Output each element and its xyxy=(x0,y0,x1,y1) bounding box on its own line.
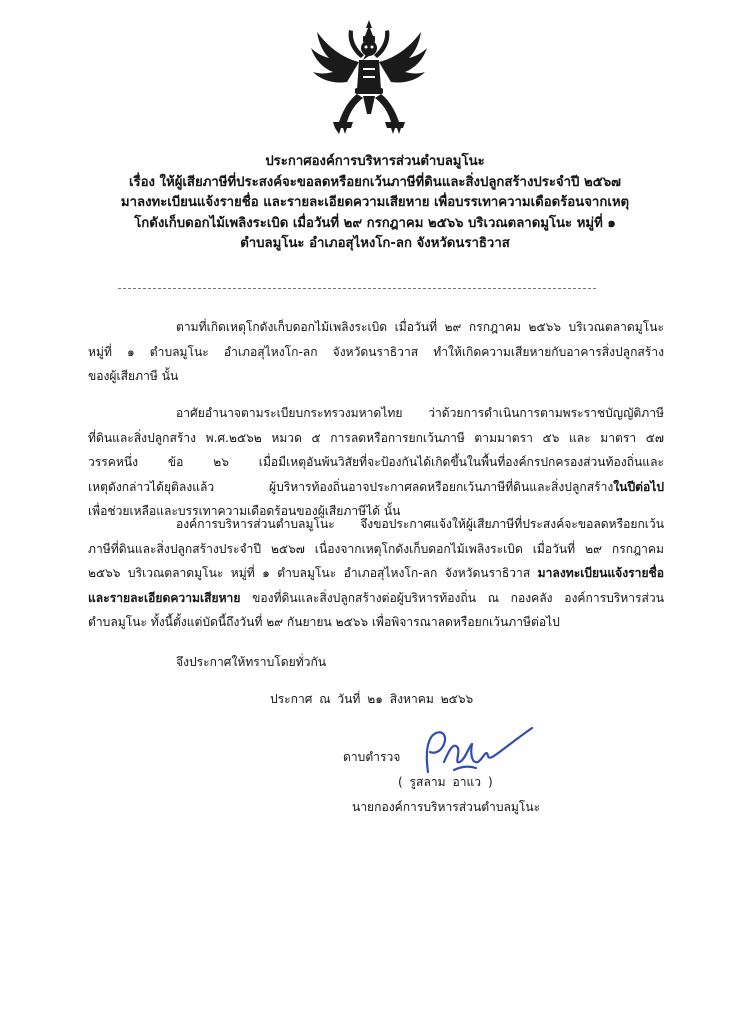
paragraph-1 xyxy=(88,315,664,389)
bold-phrase: ในปีต่อไป xyxy=(613,479,664,494)
subject-line: ตำบลมูโนะ อำเภอสุไหงโก-ลก จังหวัดนราธิวาส xyxy=(240,236,510,252)
garuda-emblem-icon xyxy=(309,18,429,136)
subject-line: มาลงทะเบียนแจ้งรายชื่อ และรายละเอียดความเสียหาย เพื่อบรรเทาความเดือดร้อนจากเหตุ xyxy=(120,195,630,211)
signer-rank: ดาบตำรวจ xyxy=(343,750,401,764)
paragraph-line: อาศัยอำนาจตามระเบียบกระทรวงมหาดไทย ว่าด้วยการดำเนินการตามพระราชบัญญัติภาษี xyxy=(176,406,664,420)
announce-date: ประกาศ ณ วันที่ ๒๑ สิงหาคม ๒๕๖๖ xyxy=(270,692,474,706)
subject-line: โกดังเก็บดอกไม้เพลิงระเบิด เมื่อวันที่ ๒๙ กรกฎาคม ๒๕๖๖ บริเวณตลาดมูโนะ หมู่ที่ ๑ xyxy=(134,215,616,231)
paragraph-line xyxy=(88,561,664,586)
paragraph-line: องค์การบริหารส่วนตำบลมูโนะ จึงขอประกาศแจ้งให้ผู้เสียภาษีที่ประสงค์จะขอลดหรือยกเว้น xyxy=(176,517,664,531)
paragraph-line: ที่ดินและสิ่งปลูกสร้าง พ.ศ.๒๕๖๒ หมวด ๕ การลดหรือการยกเว้นภาษี ตามมาตรา ๕๖ และ มาตรา ๕๗ xyxy=(88,430,664,445)
paragraph-line: หมู่ที่ ๑ ตำบลมูโนะ อำเภอสุไหงโก-ลก จังหวัดนราธิวาส ทำให้เกิดความเสียหายกับอาคารสิ่งปลูกสร้าง xyxy=(88,344,664,359)
paragraph-2 xyxy=(88,401,664,524)
paragraph-line: วรรคหนึ่ง ข้อ ๒๖ เมื่อมีเหตุอันพ้นวิสัยที่จะป้องกันได้เกิดขึ้นในพื้นที่องค์กรปกครองส่วนท้องถิ่นและ xyxy=(88,455,664,469)
paragraph-text: เหตุดังกล่าวได้ยุติลงแล้ว ผู้บริหารท้องถิ่นอาจประกาศลดหรือยกเว้นภาษีที่ดินและสิ่งปลูกสร้าง xyxy=(88,479,614,494)
signer-name: ( รูสลาม อาแว ) xyxy=(398,775,493,789)
paragraph-line: เพื่อช่วยเหลือและบรรเทาความเดือดร้อนของผู้เสียภาษีได้ นั้น xyxy=(88,504,401,518)
paragraph-3 xyxy=(88,512,664,635)
paragraph-text: ของที่ดินและสิ่งปลูกสร้างต่อผู้บริหารท้องถิ่น ณ กองคลัง องค์การบริหารส่วน xyxy=(240,590,664,605)
bold-phrase: มาลงทะเบียนแจ้งรายชื่อ xyxy=(537,566,664,580)
title-block xyxy=(60,152,690,255)
org-title: ประกาศองค์การบริหารส่วนตำบลมูโนะ xyxy=(265,154,485,169)
signer-position: นายกองค์การบริหารส่วนตำบลมูโนะ xyxy=(352,800,541,814)
paragraph-line xyxy=(88,475,664,500)
paragraph-line: ตามที่เกิดเหตุโกดังเก็บดอกไม้เพลิงระเบิด เมื่อวันที่ ๒๙ กรกฎาคม ๒๕๖๖ บริเวณตลาดมูโนะ xyxy=(176,320,664,334)
closing-text: จึงประกาศให้ทราบโดยทั่วกัน xyxy=(176,655,327,669)
paragraph-text: ๒๕๖๖ บริเวณตลาดมูโนะ หมู่ที่ ๑ ตำบลมูโนะ อำเภอสุไหงโก-ลก จังหวัดนราธิวาส xyxy=(88,566,538,580)
paragraph-line xyxy=(88,586,664,611)
dashed-divider xyxy=(118,288,596,289)
bold-phrase: และรายละเอียดความเสียหาย xyxy=(88,590,241,605)
signature-icon xyxy=(414,722,534,780)
subject-line: เรื่อง ให้ผู้เสียภาษีที่ประสงค์จะขอลดหรือยกเว้นภาษีที่ดินและสิ่งปลูกสร้างประจำปี ๒๕๖๗ xyxy=(129,174,621,190)
paragraph-line: ของผู้เสียภาษี นั้น xyxy=(88,369,179,383)
paragraph-line: ตำบลมูโนะ ทั้งนี้ตั้งแต่บัดนี้ถึงวันที่ ๒๙ กันยายน ๒๕๖๖ เพื่อพิจารณาลดหรือยกเว้นภาษีต่อไป xyxy=(88,615,560,629)
paragraph-line: ภาษีที่ดินและสิ่งปลูกสร้างประจำปี ๒๕๖๗ เนื่องจากเหตุโกดังเก็บดอกไม้เพลิงระเบิด เมื่อวันที่ ๒๙ กรกฎาคม xyxy=(88,541,664,556)
